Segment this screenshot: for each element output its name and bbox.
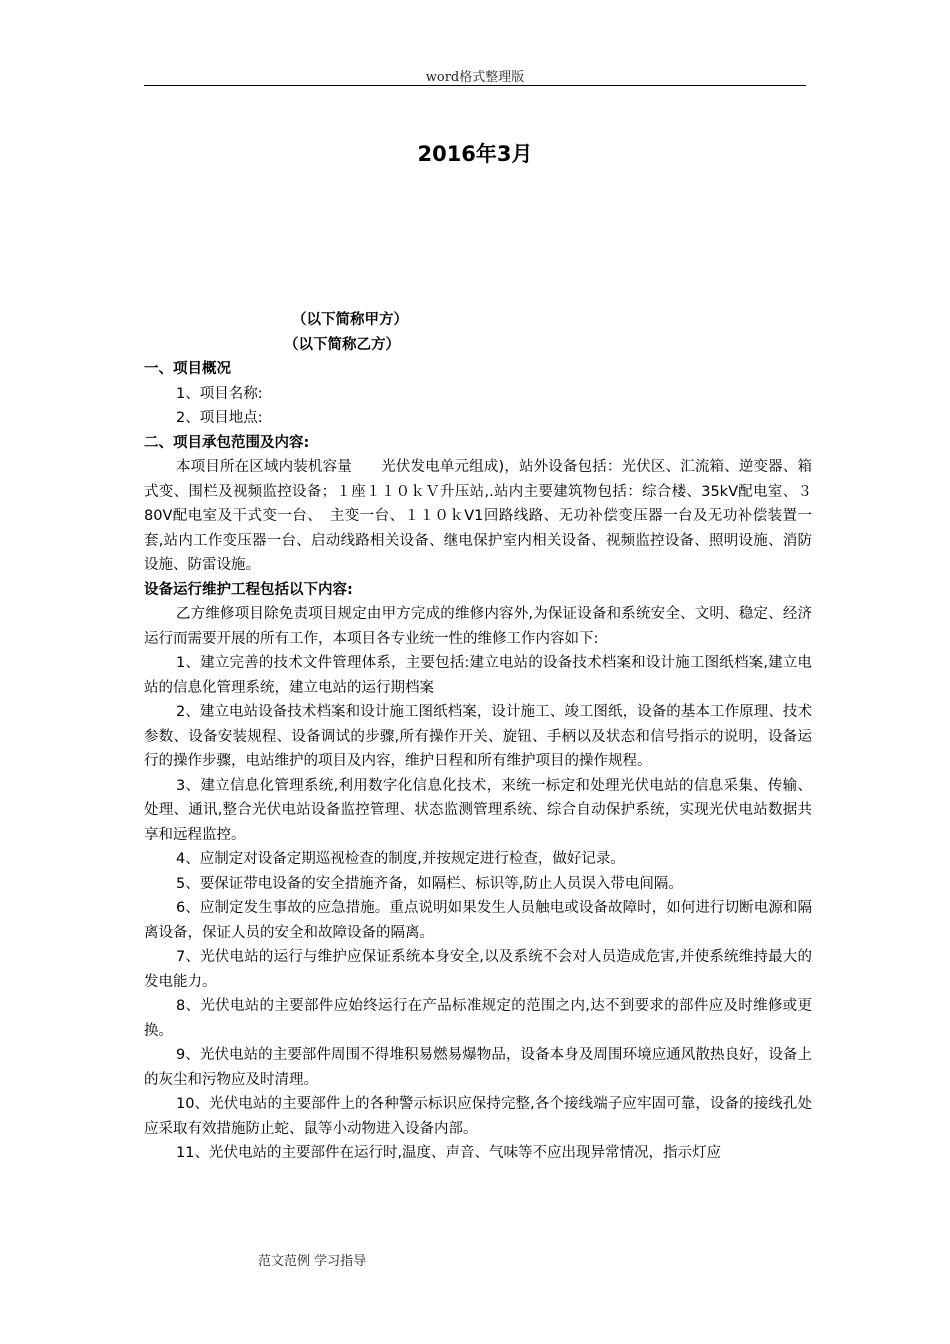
maintenance-item: 9、光伏电站的主要部件周围不得堆积易燃易爆物品，设备本身及周围环境应通风散热良好，设备上的灰尘和污物应及时清理。 xyxy=(144,1047,812,1088)
maintenance-item: 4、应制定对设备定期巡视检查的制度,并按规定进行检查，做好记录。 xyxy=(176,851,625,867)
document-date: 2016年3月 xyxy=(417,142,533,166)
maintenance-item: 8、光伏电站的主要部件应始终运行在产品标准规定的范围之内,达不到要求的部件应及时维修或更换。 xyxy=(144,998,812,1039)
page-footer: 范文范例 学习指导 xyxy=(258,1254,367,1269)
party-a-line: （以下简称甲方） xyxy=(292,312,408,328)
overview-heading: 一、项目概况 xyxy=(144,361,231,377)
scope-heading: 二、项目承包范围及内容: xyxy=(144,434,310,451)
project-location-item: 2、项目地点: xyxy=(176,410,263,426)
maintenance-item: 6、应制定发生事故的应急措施。重点说明如果发生人员触电或设备故障时，如何进行切断电源和隔离设备，保证人员的安全和故障设备的隔离。 xyxy=(144,900,812,941)
maintenance-intro: 乙方维修项目除免责项目规定由甲方完成的维修内容外,为保证设备和系统安全、文明、稳定、经济运行而需要开展的所有工作，本项目各专业统一性的维修工作内容如下: xyxy=(144,606,812,647)
page-header: word格式整理版 xyxy=(425,70,525,85)
project-name-item: 1、项目名称: xyxy=(176,385,263,402)
scope-paragraph: 本项目所在区域内装机容量 光伏发电单元组成)，站外设备包括：光伏区、汇流箱、逆变器、箱式变、围栏及视频监控设备；１座１１０ｋＶ升压站,.站内主要建筑物包括：综合楼、35kV配电室、３80V配电室及干式变一台、 主变一台、１１０ｋV1回路线路、无功补偿变压器一台及无功补偿装置一套,站内工作变压器一台、启动线路相关设备、继电保护室内相关设备、视频监控设备、照明设施、消防设施、防雷设施。 xyxy=(144,459,812,573)
maintenance-item: 3、建立信息化管理系统,利用数字化信息化技术，来统一标定和处理光伏电站的信息采集、传输、处理、通讯,整合光伏电站设备监控管理、状态监测管理系统、综合自动保护系统，实现光伏电站数据共享和远程监控。 xyxy=(144,777,812,843)
document-body xyxy=(144,308,812,1166)
maintenance-item: 1、建立完善的技术文件管理体系，主要包括:建立电站的设备技术档案和设计施工图纸档案,建立电站的信息化管理系统，建立电站的运行期档案 xyxy=(144,655,812,696)
maintenance-item: 2、建立电站设备技术档案和设计施工图纸档案，设计施工、竣工图纸，设备的基本工作原理、技术参数、设备安装规程、设备调试的步骤,所有操作开关、旋钮、手柄以及状态和信号指示的说明，设备运行的操作步骤，电站维护的项目及内容，维护日程和所有维护项目的操作规程。 xyxy=(144,704,812,769)
maintenance-item: 10、光伏电站的主要部件上的各种警示标识应保持完整,各个接线端子应牢固可靠，设备的接线孔处应采取有效措施防止蛇、鼠等小动物进入设备内部。 xyxy=(144,1096,812,1137)
maintenance-item: 11、光伏电站的主要部件在运行时,温度、声音、气味等不应出现异常情况，指示灯应 xyxy=(176,1145,722,1161)
maintenance-item: 7、光伏电站的运行与维护应保证系统本身安全,以及系统不会对人员造成危害,并使系统维持最大的发电能力。 xyxy=(144,949,812,990)
header-divider xyxy=(144,85,806,86)
party-b-line: （以下简称乙方） xyxy=(284,336,400,353)
maintenance-heading: 设备运行维护工程包括以下内容: xyxy=(144,581,353,598)
maintenance-item: 5、要保证带电设备的安全措施齐备，如隔栏、标识等,防止人员误入带电间隔。 xyxy=(176,875,683,892)
